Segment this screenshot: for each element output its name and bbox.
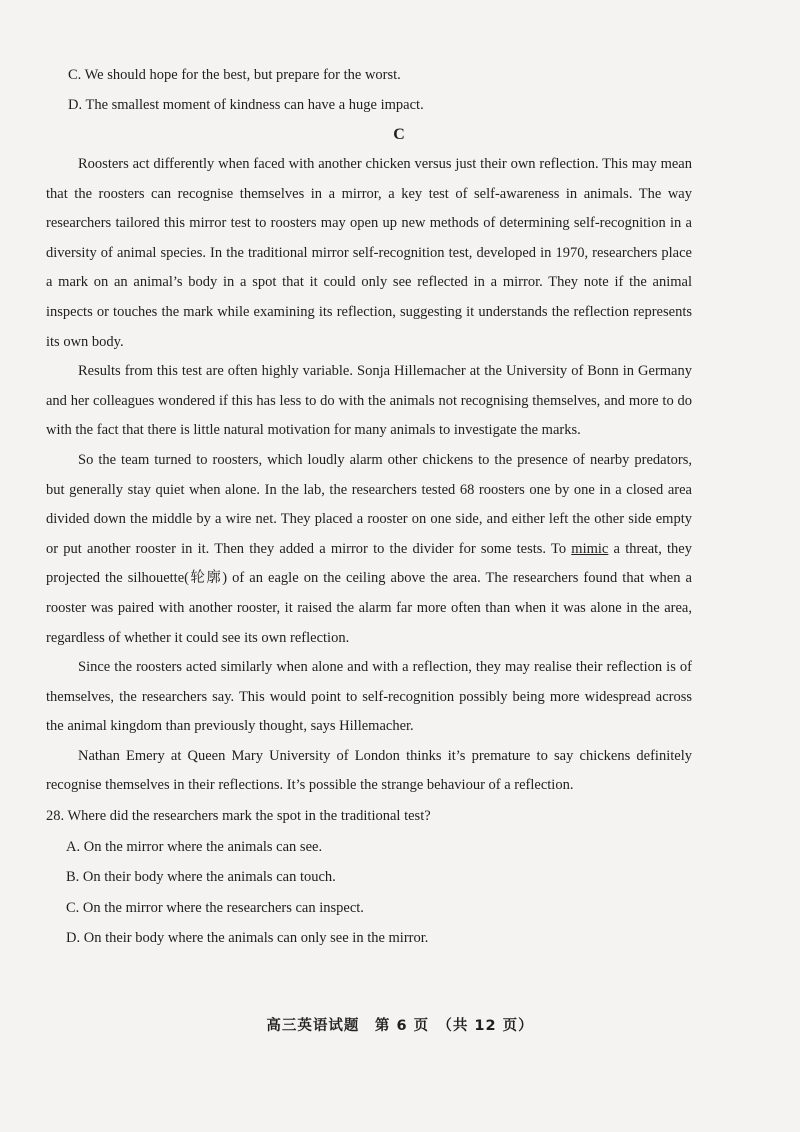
paragraph-4: Since the roosters acted similarly when alone and with a reflection, they may realise their reflection is of themselves, the researchers say. This would point to self-recognition possibly being more widespread across the animal kingdom than previously thought, says Hillemacher.	[46, 659, 692, 735]
question-28-option-b: B. On their body where the animals can touch.	[66, 869, 336, 886]
option-c-prev: C. We should hope for the best, but prepare for the worst.	[68, 67, 401, 83]
underlined-word-mimic: mimic	[571, 540, 609, 557]
question-28-option-d: D. On their body where the animals can only see in the mirror.	[66, 930, 429, 947]
paragraph-3-part-a: So the team turned to roosters, which loudly alarm other chickens to the presence of nearby predators, but generally stay quiet when alone. In the lab, the researchers tested 68 roosters one by one in a closed area divided down the middle by a wire net. They placed a rooster on one side, and either left the other side empty or put another rooster in it. Then they added a mirror to the divider for some tests. To	[46, 451, 692, 557]
page-footer: 高三英语试题 第 6 页 （共 12 页）	[266, 1018, 534, 1034]
paragraph-1: Roosters act differently when faced with another chicken versus just their own reflection. This may mean that the roosters can recognise themselves in a mirror, a key test of self-awareness in animals. The way researchers tailored this mirror test to roosters may open up new methods of determining self-recognition in a diversity of animal species. In the traditional mirror self-recognition test, developed in 1970, researchers place a mark on an animal’s body in a spot that it could only see reflected in a mirror. They note if the animal inspects or touches the mark while examining its reflection, suggesting it understands the reflection represents its own body.	[46, 156, 692, 350]
question-28-option-c: C. On the mirror where the researchers can inspect.	[66, 899, 364, 916]
paragraph-5: Nathan Emery at Queen Mary University of London thinks it’s premature to say chickens definitely recognise themselves in their reflections. It’s possible the strange behaviour of a reflection.	[46, 747, 692, 794]
section-heading: C	[393, 126, 405, 143]
paragraph-3-part-b: a threat, they projected the silhouette(轮廓) of an eagle on the ceiling above the area. The researchers found that when a rooster was paired with another rooster, it raised the alarm far more often than when it was alone in the area, regardless of whether it could see its own reflection.	[46, 540, 692, 646]
question-28-option-a: A. On the mirror where the animals can see.	[66, 838, 323, 855]
question-28-stem: 28. Where did the researchers mark the spot in the traditional test?	[46, 808, 431, 825]
option-d-prev: D. The smallest moment of kindness can have a huge impact.	[68, 97, 424, 113]
paragraph-2: Results from this test are often highly variable. Sonja Hillemacher at the University of Bonn in Germany and her colleagues wondered if this has less to do with the animals not recognising themselves, and more to do with the fact that there is little natural motivation for many animals to investigate the marks.	[46, 363, 692, 439]
paragraph-3	[46, 446, 692, 653]
